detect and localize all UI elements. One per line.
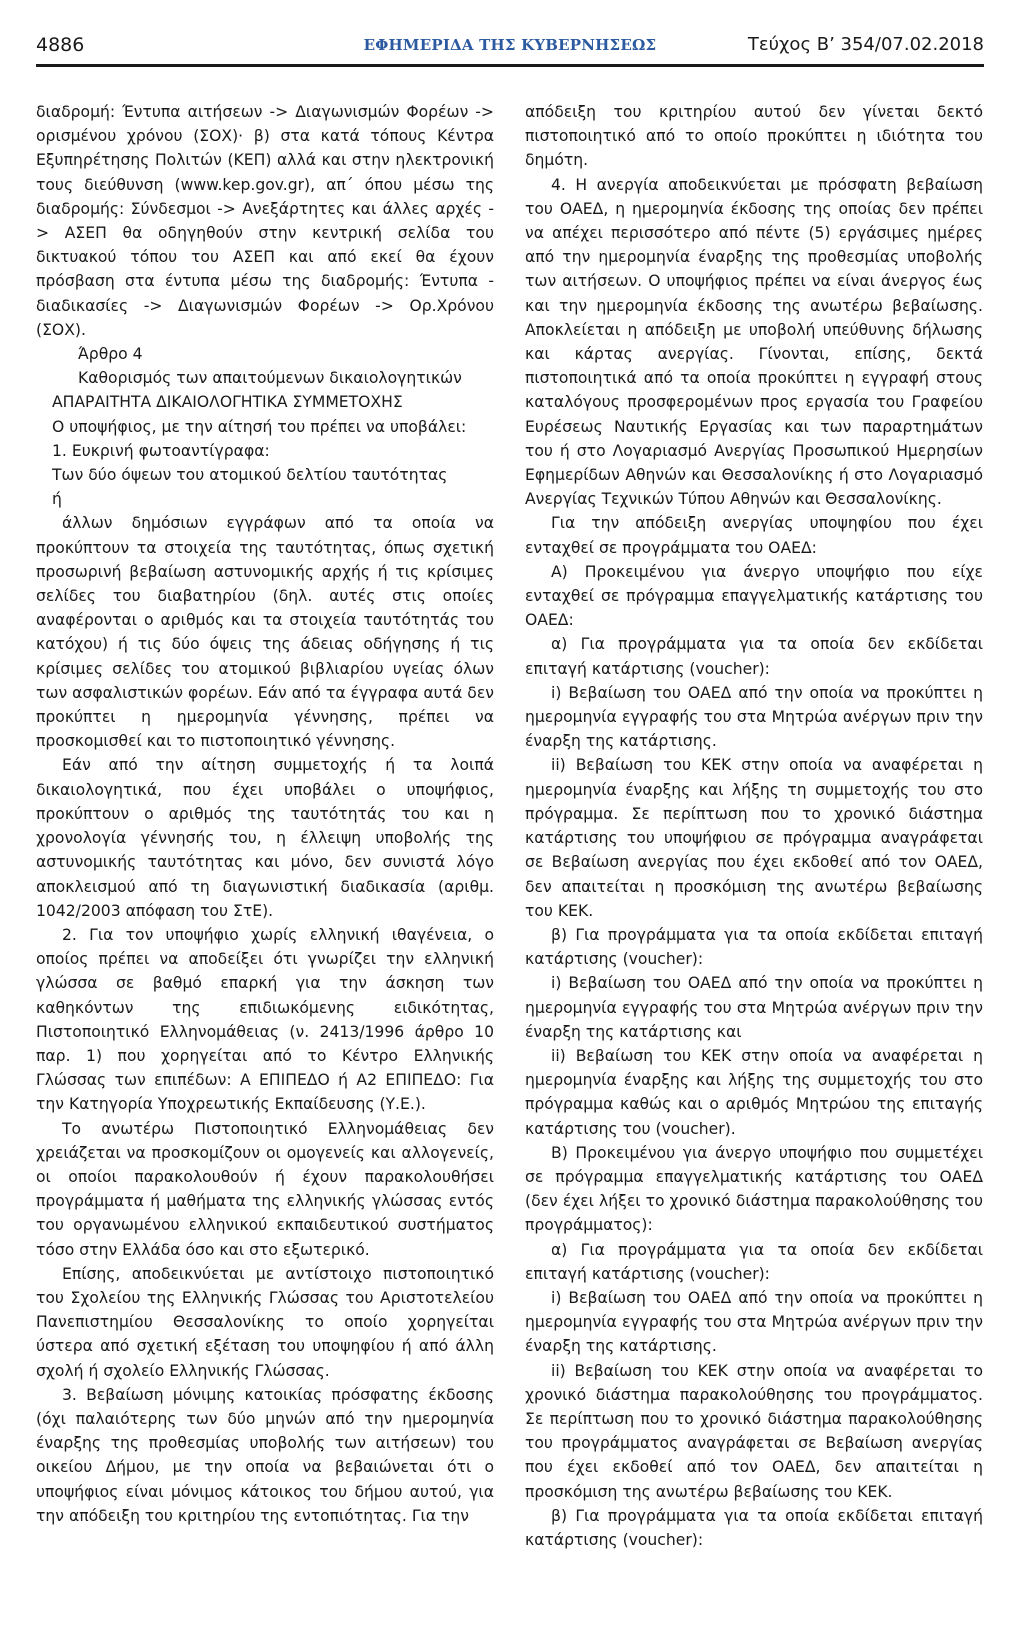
list-item: i) Βεβαίωση του ΟΑΕΔ από την οποία να προκύπτει η ημερομηνία εγγραφής του στα Μητρώα ανέργων πριν την έναρξη της κατάρτισης. bbox=[525, 1288, 983, 1356]
paragraph: διαδρομή: Έντυπα αιτήσεων -> Διαγωνισμών Φορέων -> ορισμένου χρόνου (ΣΟΧ)· β) στα κατά τόπους Κέντρα Εξυπηρέτησης Πολιτών (ΚΕΠ) αλλά και στην ηλεκτρονική τους διεύθυνση (www.kep.gov.gr), απ΄ όπου μέσω της διαδρομής: Σύνδεσμοι -> Ανεξάρτητες και άλλες αρχές -> ΑΣΕΠ θα οδηγηθούν στην κεντρική σελίδα του δικτυακού τόπου του ΑΣΕΠ και από εκεί θα έχουν πρόσβαση στα έντυπα μέσω της διαδρομής: Έντυπα - διαδικασίες -> Διαγωνισμών Φορέων -> Ορ.Χρόνου (ΣΟΧ). bbox=[36, 103, 494, 339]
page-header bbox=[36, 34, 984, 67]
list-item: 4. Η ανεργία αποδεικνύεται με πρόσφατη βεβαίωση του ΟΑΕΔ, η ημερομηνία έκδοσης της οποίας δεν πρέπει να απέχει περισσότερο από πέντε (5) εργάσιμες ημέρες από την ημερομηνία έναρξης της προθεσμίας υποβολής των αιτήσεων. Ο υποψήφιος πρέπει να είναι άνεργος έως και την ημερομηνία έκδοσης της ανωτέρω βεβαίωσης. Αποκλείεται η απόδειξη με υποβολή υπεύθυνης δήλωσης και κάρτας ανεργίας. Γίνονται, επίσης, δεκτά πιστοποιητικά από τα οποία προκύπτει η εγγραφή στους καταλόγους προσφερομένων προς εργασία του Γραφείου Ευρέσεως Ναυτικής Εργασίας και των παραρτημάτων του ή στο Λογαριασμό Ανεργίας Προσωπικού Ημερησίων Εφημερίδων Αθηνών και Θεσσαλονίκης ή στο Λογαριασμό Ανεργίας Τεχνικών Τύπου Αθηνών και Θεσσαλονίκης. bbox=[525, 175, 983, 509]
paragraph: Για την απόδειξη ανεργίας υποψηφίου που έχει ενταχθεί σε προγράμματα του ΟΑΕΔ: bbox=[525, 514, 983, 557]
article-subtitle: Καθορισμός των απαιτούμενων δικαιολογητικών bbox=[78, 369, 462, 388]
list-item: Α) Προκειμένου για άνεργο υποψήφιο που είχε ενταχθεί σε πρόγραμμα επαγγελματικής κατάρτισης του ΟΑΕΔ: bbox=[525, 562, 983, 630]
paragraph: Το ανωτέρω Πιστοποιητικό Ελληνομάθειας δεν χρειάζεται να προσκομίζουν οι ομογενείς και αλλογενείς, οι οποίοι παρακολουθούν ή έχουν παρακολουθήσει προγράμματα ή μαθήματα της ελληνικής γλώσσας εντός του οργανωμένου ελληνικού εκπαιδευτικού συστήματος τόσο στην Ελλάδα όσο και στο εξωτερικό. bbox=[36, 1119, 494, 1259]
paragraph: Ο υποψήφιος, με την αίτησή του πρέπει να υποβάλει: bbox=[52, 417, 467, 436]
list-item: i) Βεβαίωση του ΟΑΕΔ από την οποία να προκύπτει η ημερομηνία εγγραφής του στα Μητρώα ανέργων πριν την έναρξη της κατάρτισης. bbox=[525, 683, 983, 751]
right-column bbox=[525, 100, 983, 1552]
list-item: α) Για προγράμματα για τα οποία δεν εκδίδεται επιταγή κατάρτισης (voucher): bbox=[525, 1240, 983, 1283]
paragraph: Επίσης, αποδεικνύεται με αντίστοιχο πιστοποιητικό του Σχολείου της Ελληνικής Γλώσσας του Αριστοτελείου Πανεπιστημίου Θεσσαλονίκης το οποίο χορηγείται ύστερα από σχετική εξέταση του υποψηφίου ή από άλλη σχολή ή σχολείο Ελληνικής Γλώσσας. bbox=[36, 1264, 494, 1380]
list-item: Β) Προκειμένου για άνεργο υποψήφιο που συμμετέχει σε πρόγραμμα επαγγελματικής κατάρτισης του ΟΑΕΔ (δεν έχει λήξει το χρονικό διάστημα παρακολούθησης του προγράμματος): bbox=[525, 1143, 983, 1235]
section-heading: ΑΠΑΡΑΙΤΗΤΑ ΔΙΚΑΙΟΛΟΓΗΤΙΚΑ ΣΥΜΜΕΤΟΧΗΣ bbox=[52, 393, 403, 412]
list-item: ii) Βεβαίωση του ΚΕΚ στην οποία να αναφέρεται η ημερομηνία έναρξης και λήξης της συμμετοχής του στο πρόγραμμα καθώς και ο αριθμός Μητρώου της επιταγής κατάρτισης του (voucher). bbox=[525, 1046, 983, 1138]
list-item: β) Για προγράμματα για τα οποία εκδίδεται επιταγή κατάρτισης (voucher): bbox=[525, 925, 983, 969]
gazette-title: ΕΦΗΜΕΡΙΔΑ ΤΗΣ ΚΥΒΕΡΝΗΣΕΩΣ bbox=[363, 36, 657, 54]
list-item: 1. Ευκρινή φωτοαντίγραφα: bbox=[52, 441, 270, 460]
paragraph: Εάν από την αίτηση συμμετοχής ή τα λοιπά δικαιολογητικά, που έχει υποβάλει ο υποψήφιος, προκύπτουν ο αριθμός της ταυτότητάς του και η χρονολογία γέννησής του, η έλλειψη υποβολής της αστυνομικής ταυτότητας και μόνο, δεν συνιστά λόγο αποκλεισμού από τη διαγωνιστική διαδικασία (αριθμ. 1042/2003 απόφαση του ΣτΕ). bbox=[36, 756, 494, 920]
list-item: 2. Για τον υποψήφιο χωρίς ελληνική ιθαγένεια, ο οποίος πρέπει να αποδείξει ότι γνωρίζει την ελληνική γλώσσα σε βαθμό επαρκή για την άσκηση των καθηκόντων της επιδιωκόμενης ειδικότητας, Πιστοποιητικό Ελληνομάθειας (ν. 2413/1996 άρθρο 10 παρ. 1) που χορηγείται από το Κέντρο Ελληνικής Γλώσσας των επιπέδων: Α ΕΠΙΠΕΔΟ ή Α2 ΕΠΙΠΕΔΟ: Για την Κατηγορία Υποχρεωτικής Εκπαίδευσης (Υ.Ε.). bbox=[36, 925, 494, 1114]
paragraph: άλλων δημόσιων εγγράφων από τα οποία να προκύπτουν τα στοιχεία της ταυτότητας, όπως σχετική προσωρινή βεβαίωση αστυνομικής αρχής ή τις κρίσιμες σελίδες του διαβατηρίου (δηλ. αυτές στις οποίες αναφέρονται ο αριθμός και τα στοιχεία ταυτότητάς του κατόχου) ή τις δύο όψεις της άδειας οδήγησης ή τις κρίσιμες σελίδες του ατομικού βιβλιαρίου υγείας όλων των ασφαλιστικών φορέων. Εάν από τα έγγραφα αυτά δεν προκύπτει η ημερομηνία γέννησης, πρέπει να προσκομισθεί και το πιστοποιητικό γέννησης. bbox=[36, 514, 494, 751]
paragraph: Των δύο όψεων του ατομικού δελτίου ταυτότητας bbox=[52, 466, 448, 485]
issue-reference: Τεύχος Β’ 354/07.02.2018 bbox=[747, 34, 984, 55]
list-item: i) Βεβαίωση του ΟΑΕΔ από την οποία να προκύπτει η ημερομηνία εγγραφής του στα Μητρώα ανέργων πριν την έναρξη της κατάρτισης και bbox=[525, 974, 983, 1041]
list-item: α) Για προγράμματα για τα οποία δεν εκδίδεται επιταγή κατάρτισης (voucher): bbox=[525, 635, 983, 678]
list-item: ii) Βεβαίωση του ΚΕΚ στην οποία να αναφέρεται το χρονικό διάστημα παρακολούθησης του προγράμματος. Σε περίπτωση που το χρονικό διάστημα παρακολούθησης του προγράμματος αναγράφεται σε Βεβαίωση ανεργίας που έχει εκδοθεί από τον ΟΑΕΔ, δεν απαιτείται η προσκόμιση της ανωτέρω βεβαίωσης του ΚΕΚ. bbox=[525, 1361, 983, 1501]
article-heading: Άρθρο 4 bbox=[78, 345, 143, 364]
paragraph: απόδειξη του κριτηρίου αυτού δεν γίνεται δεκτό πιστοποιητικό από το οποίο προκύπτει η ιδιότητα του δημότη. bbox=[525, 103, 983, 170]
list-item: β) Για προγράμματα για τα οποία εκδίδεται επιταγή κατάρτισης (voucher): bbox=[525, 1506, 983, 1549]
page-number: 4886 bbox=[36, 34, 85, 56]
paragraph: ή bbox=[52, 490, 62, 509]
list-item: ii) Βεβαίωση του ΚΕΚ στην οποία να αναφέρεται η ημερομηνία έναρξης και λήξης τη συμμετοχής του στο πρόγραμμα. Σε περίπτωση που το χρονικό διάστημα κατάρτισης του υποψήφιου σε πρόγραμμα αναγράφεται σε Βεβαίωση ανεργίας που έχει εκδοθεί από τον ΟΑΕΔ, δεν απαιτείται η προσκόμιση της ανωτέρω βεβαίωσης του ΚΕΚ. bbox=[525, 756, 983, 920]
list-item: 3. Βεβαίωση μόνιμης κατοικίας πρόσφατης έκδοσης (όχι παλαιότερης των δύο μηνών από την ημερομηνία έναρξης της προθεσμίας υποβολής των αιτήσεων) του οικείου Δήμου, με την οποία να βεβαιώνεται ότι ο υποψήφιος είναι μόνιμος κάτοικος του δήμου αυτού, για την απόδειξη του κριτηρίου της εντοπιότητας. Για την bbox=[36, 1385, 494, 1525]
left-column bbox=[36, 100, 494, 1528]
